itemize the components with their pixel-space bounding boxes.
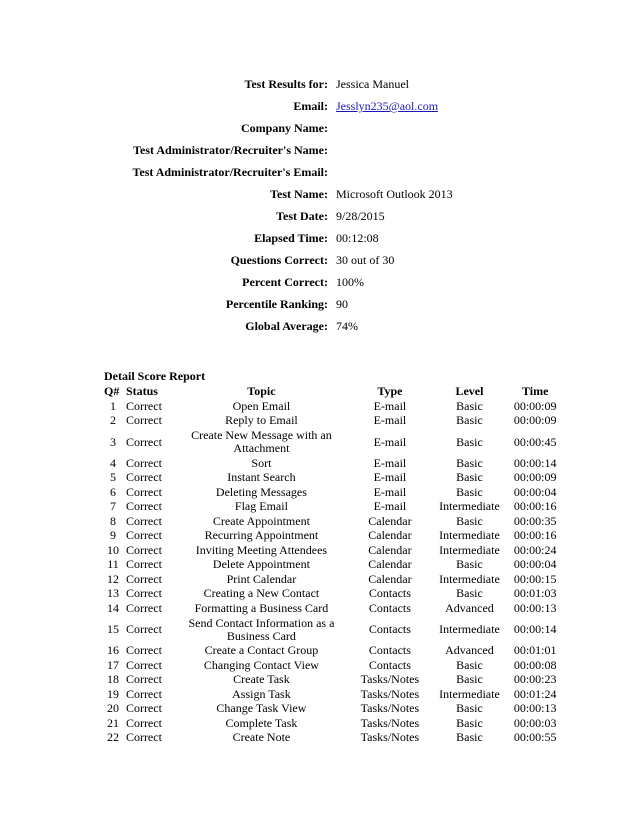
candidate-email-link[interactable]: Jesslyn235@aol.com <box>336 99 439 113</box>
question-type: Tasks/Notes <box>360 730 420 745</box>
candidate-name: Jessica Manuel <box>336 77 409 91</box>
question-time: 00:00:55 <box>513 730 557 745</box>
question-level: Advanced <box>445 600 494 615</box>
summary-label: Company Name: <box>241 121 328 135</box>
question-time: 00:00:16 <box>513 499 557 514</box>
question-level: Basic <box>456 657 483 672</box>
question-type: Calendar <box>368 513 412 528</box>
question-type: Calendar <box>368 557 412 572</box>
question-time: 00:00:09 <box>513 470 557 485</box>
question-type: Contacts <box>368 600 411 615</box>
detail-score-report-title: Detail Score Report <box>104 369 206 383</box>
question-status: Correct <box>125 484 162 499</box>
question-number: 10 <box>106 542 119 557</box>
question-number: 21 <box>106 715 119 730</box>
question-topic: Recurring Appointment <box>204 528 319 543</box>
question-time: 00:00:13 <box>513 701 557 716</box>
question-topic: Change Task View <box>216 701 307 716</box>
global-average-value: 74% <box>336 319 358 333</box>
table-row <box>104 543 566 558</box>
question-number: 8 <box>109 513 116 528</box>
question-status: Correct <box>125 513 162 528</box>
question-level: Basic <box>456 586 483 601</box>
question-topic: Changing Contact View <box>203 657 319 672</box>
col-header-topic: Topic <box>247 384 276 398</box>
table-row <box>104 644 566 659</box>
col-header-type: Type <box>377 384 403 398</box>
test-date-value: 9/28/2015 <box>336 209 385 223</box>
question-type: Calendar <box>368 528 412 543</box>
elapsed-time-value: 00:12:08 <box>336 231 379 245</box>
summary-row-admin-email <box>0 163 638 185</box>
question-number: 16 <box>106 643 119 658</box>
question-type: Contacts <box>368 643 411 658</box>
question-number: 13 <box>106 586 119 601</box>
question-topic: Delete Appointment <box>212 557 310 572</box>
question-status: Correct <box>125 528 162 543</box>
question-status: Correct <box>125 398 162 413</box>
table-header-row <box>104 383 566 399</box>
summary-row-email <box>0 97 638 119</box>
question-time: 00:00:09 <box>513 413 557 428</box>
table-row <box>104 587 566 602</box>
question-status: Correct <box>125 413 162 428</box>
question-number: 22 <box>106 730 119 745</box>
question-number: 7 <box>109 499 116 514</box>
summary-row-test-results-for <box>0 75 638 97</box>
summary-row-elapsed-time <box>0 229 638 251</box>
question-type: Tasks/Notes <box>360 672 420 687</box>
table-row <box>104 731 566 746</box>
question-topic: Instant Search <box>227 470 296 485</box>
question-type: E-mail <box>373 470 407 485</box>
question-status: Correct <box>125 643 162 658</box>
question-topic: Deleting Messages <box>215 484 307 499</box>
question-level: Basic <box>456 413 483 428</box>
question-status: Correct <box>125 470 162 485</box>
question-number: 17 <box>106 657 119 672</box>
table-row <box>104 500 566 515</box>
question-type: Calendar <box>368 571 412 586</box>
question-level: Basic <box>456 434 483 449</box>
question-type: Tasks/Notes <box>360 701 420 716</box>
test-summary <box>0 75 638 339</box>
table-row <box>104 572 566 587</box>
question-type: E-mail <box>373 499 407 514</box>
question-number: 4 <box>109 455 116 470</box>
question-time: 00:00:03 <box>513 715 557 730</box>
summary-label: Test Administrator/Recruiter's Email: <box>132 165 328 179</box>
question-topic: Assign Task <box>232 686 291 701</box>
table-row <box>104 414 566 429</box>
question-topic: Flag Email <box>234 499 288 514</box>
question-topic: Create Note <box>232 730 291 745</box>
question-time: 00:00:23 <box>513 672 557 687</box>
summary-label: Test Results for: <box>244 77 328 91</box>
question-topic: Create Appointment <box>212 513 310 528</box>
question-number: 11 <box>107 557 119 572</box>
summary-label: Elapsed Time: <box>254 231 328 245</box>
question-number: 3 <box>109 434 116 449</box>
question-level: Basic <box>456 715 483 730</box>
question-time: 00:00:04 <box>513 484 557 499</box>
summary-label: Test Administrator/Recruiter's Name: <box>133 143 328 157</box>
summary-row-admin-name <box>0 141 638 163</box>
question-time: 00:00:14 <box>513 455 557 470</box>
question-type: E-mail <box>373 455 407 470</box>
table-row <box>104 558 566 573</box>
percentile-ranking-value: 90 <box>336 297 348 311</box>
table-row <box>104 616 566 644</box>
question-time: 00:00:09 <box>513 398 557 413</box>
table-row <box>104 456 566 471</box>
question-type: Contacts <box>368 657 411 672</box>
summary-label: Global Average: <box>245 319 328 333</box>
question-topic: Create New Message with an Attachment <box>191 428 332 455</box>
table-row <box>104 716 566 731</box>
test-name-value: Microsoft Outlook 2013 <box>336 187 453 201</box>
question-status: Correct <box>125 542 162 557</box>
question-type: Contacts <box>368 622 411 636</box>
question-status: Correct <box>125 571 162 586</box>
summary-row-test-date <box>0 207 638 229</box>
question-type: E-mail <box>373 413 407 428</box>
question-status: Correct <box>125 434 162 449</box>
question-level: Intermediate <box>439 622 500 636</box>
question-type: E-mail <box>373 434 407 449</box>
detail-score-table <box>104 383 566 745</box>
question-level: Intermediate <box>439 686 500 701</box>
question-time: 00:00:14 <box>513 622 557 636</box>
question-status: Correct <box>125 622 162 636</box>
question-type: E-mail <box>373 398 407 413</box>
summary-label: Questions Correct: <box>230 253 328 267</box>
question-status: Correct <box>125 701 162 716</box>
question-level: Advanced <box>445 643 494 658</box>
question-time: 00:00:08 <box>513 657 557 672</box>
question-time: 00:01:01 <box>513 643 557 658</box>
questions-correct-value: 30 out of 30 <box>336 253 395 267</box>
question-topic: Send Contact Information as a Business Card <box>188 615 335 643</box>
question-number: 2 <box>109 413 116 428</box>
question-type: E-mail <box>373 484 407 499</box>
summary-row-company-name <box>0 119 638 141</box>
question-type: Contacts <box>368 586 411 601</box>
detail-table-body <box>104 399 566 745</box>
table-row <box>104 485 566 500</box>
summary-row-percentile-ranking <box>0 295 638 317</box>
question-time: 00:00:13 <box>513 600 557 615</box>
table-row <box>104 529 566 544</box>
question-topic: Reply to Email <box>225 413 298 428</box>
question-time: 00:01:24 <box>513 686 557 701</box>
question-level: Basic <box>456 470 483 485</box>
table-row <box>104 673 566 688</box>
summary-row-questions-correct <box>0 251 638 273</box>
question-number: 19 <box>106 686 119 701</box>
question-topic: Open Email <box>232 398 291 413</box>
question-time: 00:00:45 <box>513 434 557 449</box>
col-header-status: Status <box>125 384 158 398</box>
table-row <box>104 428 566 456</box>
question-topic: Creating a New Contact <box>203 586 320 601</box>
question-time: 00:00:04 <box>513 557 557 572</box>
question-number: 14 <box>106 600 119 615</box>
question-status: Correct <box>125 586 162 601</box>
table-row <box>104 687 566 702</box>
question-time: 00:00:15 <box>513 571 557 586</box>
question-number: 1 <box>109 398 116 413</box>
question-level: Basic <box>456 672 483 687</box>
summary-row-global-average <box>0 317 638 339</box>
question-number: 5 <box>109 470 116 485</box>
summary-label: Test Name: <box>270 187 328 201</box>
question-number: 18 <box>106 672 119 687</box>
question-level: Intermediate <box>439 542 500 557</box>
question-level: Basic <box>456 455 483 470</box>
question-status: Correct <box>125 730 162 745</box>
question-level: Intermediate <box>439 528 500 543</box>
question-status: Correct <box>125 686 162 701</box>
question-number: 6 <box>109 484 116 499</box>
question-number: 15 <box>106 622 119 636</box>
question-status: Correct <box>125 672 162 687</box>
question-level: Intermediate <box>439 499 500 514</box>
percent-correct-value: 100% <box>336 275 364 289</box>
question-level: Basic <box>456 701 483 716</box>
question-status: Correct <box>125 657 162 672</box>
question-time: 00:00:35 <box>513 513 557 528</box>
question-level: Basic <box>456 484 483 499</box>
table-row <box>104 601 566 616</box>
question-status: Correct <box>125 715 162 730</box>
summary-label: Percent Correct: <box>242 275 328 289</box>
summary-label: Email: <box>293 99 328 113</box>
summary-row-test-name <box>0 185 638 207</box>
col-header-q: Q# <box>104 384 120 398</box>
table-row <box>104 471 566 486</box>
question-topic: Create Task <box>233 672 290 687</box>
question-status: Correct <box>125 499 162 514</box>
question-status: Correct <box>125 557 162 572</box>
question-number: 12 <box>106 571 119 586</box>
table-row <box>104 399 566 414</box>
summary-label: Test Date: <box>276 209 328 223</box>
question-topic: Formatting a Business Card <box>194 600 329 615</box>
question-time: 00:00:24 <box>513 542 557 557</box>
question-time: 00:01:03 <box>513 586 557 601</box>
question-topic: Print Calendar <box>226 571 297 586</box>
question-time: 00:00:16 <box>513 528 557 543</box>
table-row <box>104 514 566 529</box>
question-type: Tasks/Notes <box>360 715 420 730</box>
question-level: Basic <box>456 557 483 572</box>
question-status: Correct <box>125 455 162 470</box>
question-number: 9 <box>109 528 116 543</box>
question-level: Intermediate <box>439 571 500 586</box>
question-topic: Inviting Meeting Attendees <box>195 542 328 557</box>
question-level: Basic <box>456 730 483 745</box>
question-type: Calendar <box>368 542 412 557</box>
col-header-level: Level <box>455 384 484 398</box>
question-level: Basic <box>456 398 483 413</box>
question-level: Basic <box>456 513 483 528</box>
question-status: Correct <box>125 600 162 615</box>
question-topic: Complete Task <box>225 715 298 730</box>
question-topic: Create a Contact Group <box>204 643 319 658</box>
summary-label: Percentile Ranking: <box>225 297 328 311</box>
summary-row-percent-correct <box>0 273 638 295</box>
col-header-time: Time <box>521 384 549 398</box>
question-number: 20 <box>106 701 119 716</box>
table-row <box>104 702 566 717</box>
question-type: Tasks/Notes <box>360 686 420 701</box>
question-topic: Sort <box>251 455 272 470</box>
table-row <box>104 658 566 673</box>
